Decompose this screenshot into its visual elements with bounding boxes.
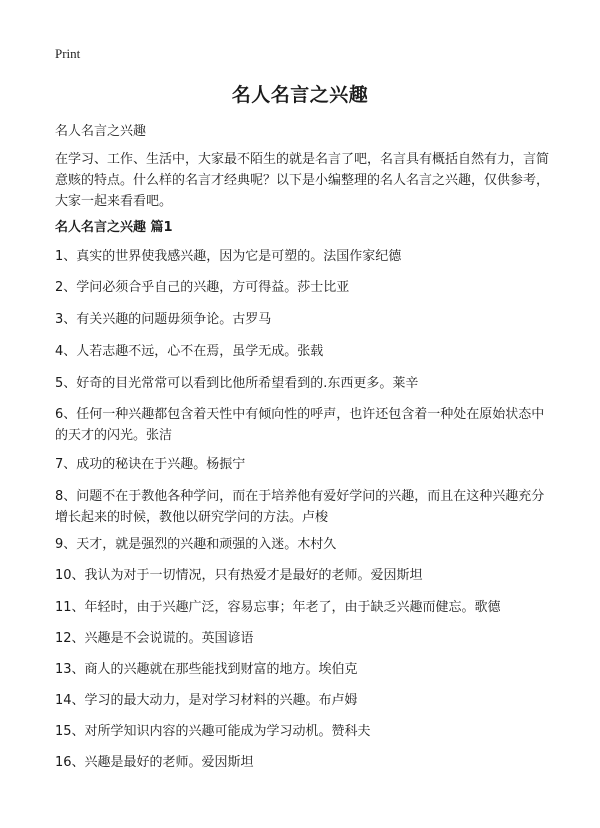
list-item: 8、问题不在于教他各种学问，而在于培养他有爱好学问的兴趣，而且在这种兴趣充分增长起来的时候，教他以研究学问的方法。卢梭	[55, 489, 545, 525]
list-item: 6、任何一种兴趣都包含着天性中有倾向性的呼声，也许还包含着一种处在原始状态中的天才的闪光。张洁	[55, 407, 545, 443]
document-subtitle: 名人名言之兴趣	[55, 124, 147, 139]
list-item: 4、人若志趣不远，心不在焉，虽学无成。张载	[55, 344, 324, 359]
list-item: 10、我认为对于一切情况，只有热爱才是最好的老师。爱因斯坦	[55, 568, 423, 583]
print-link[interactable]: Print	[55, 46, 81, 61]
list-item: 3、有关兴趣的问题毋须争论。古罗马	[55, 312, 272, 327]
list-item: 5、好奇的目光常常可以看到比他所希望看到的.东西更多。莱辛	[55, 376, 419, 391]
list-item: 12、兴趣是不会说谎的。英国谚语	[55, 631, 254, 646]
list-item: 2、学问必须合乎自己的兴趣，方可得益。莎士比亚	[55, 280, 350, 295]
page-title: 名人名言之兴趣	[231, 84, 369, 106]
list-item: 1、真实的世界使我感兴趣，因为它是可塑的。法国作家纪德	[55, 249, 402, 264]
list-item: 11、年轻时，由于兴趣广泛，容易忘事；年老了，由于缺乏兴趣而健忘。歌德	[55, 600, 501, 615]
list-item: 15、对所学知识内容的兴趣可能成为学习动机。赞科夫	[55, 724, 371, 739]
list-item: 9、天才，就是强烈的兴趣和顽强的入迷。木村久	[55, 537, 337, 552]
list-item: 13、商人的兴趣就在那些能找到财富的地方。埃伯克	[55, 662, 358, 677]
list-item: 14、学习的最大动力，是对学习材料的兴趣。布卢姆	[55, 693, 358, 708]
intro-paragraph: 在学习、工作、生活中，大家最不陌生的就是名言了吧，名言具有概括自然有力，言简意赅的特点。什么样的名言才经典呢？以下是小编整理的名人名言之兴趣，仅供参考，大家一起来看看吧。	[55, 152, 550, 209]
section-heading: 名人名言之兴趣 篇1	[55, 220, 173, 235]
list-item: 7、成功的秘诀在于兴趣。杨振宁	[55, 457, 246, 472]
list-item: 16、兴趣是最好的老师。爱因斯坦	[55, 755, 254, 770]
